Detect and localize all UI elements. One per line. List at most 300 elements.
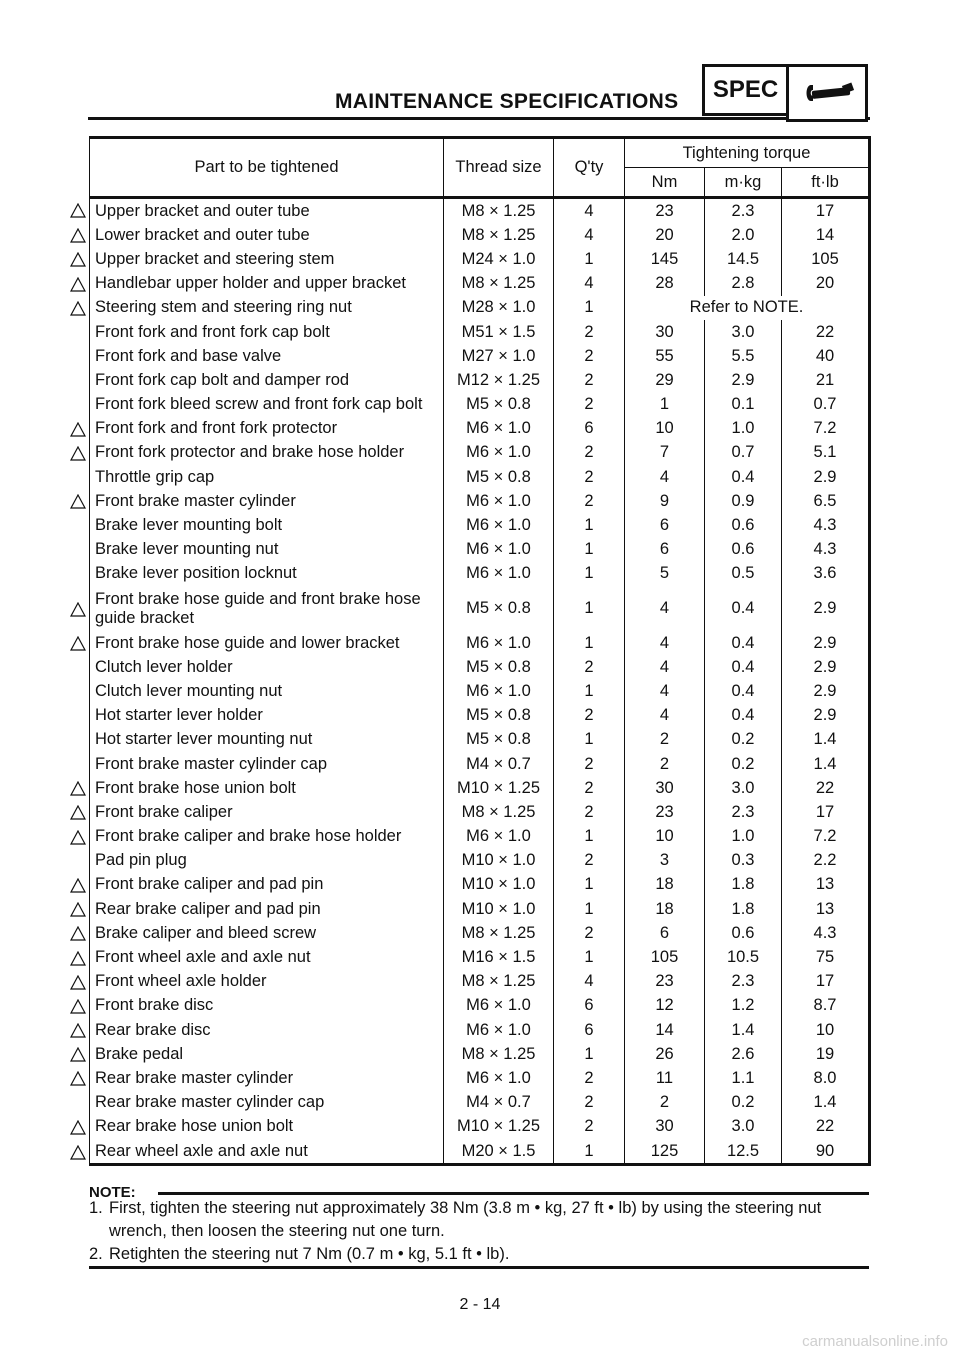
cell-mkg: 0.5 bbox=[705, 562, 782, 586]
cell-mkg: 3.0 bbox=[705, 1115, 782, 1139]
cell-ftlb: 4.3 bbox=[782, 921, 870, 945]
cell-thread-size: M8 × 1.25 bbox=[444, 800, 554, 824]
cell-thread-size: M4 × 0.7 bbox=[444, 752, 554, 776]
cell-nm: 28 bbox=[625, 272, 705, 296]
note-text: First, tighten the steering nut approximately 38 Nm (3.8 m • kg, 27 ft • lb) by using the steering nut bbox=[109, 1199, 822, 1217]
triangle-mark-icon bbox=[70, 781, 86, 796]
wrench-icon bbox=[803, 81, 855, 105]
triangle-mark-icon bbox=[70, 494, 86, 509]
table-row bbox=[90, 417, 870, 441]
cell-part: Front brake master cylinder cap bbox=[90, 752, 444, 776]
cell-part: Throttle grip cap bbox=[90, 465, 444, 489]
cell-part: Front wheel axle holder bbox=[90, 970, 444, 994]
note-text-cont: wrench, then loosen the steering nut one turn. bbox=[109, 1222, 445, 1240]
cell-nm: 30 bbox=[625, 776, 705, 800]
header-torque: Tightening torque bbox=[625, 138, 870, 168]
section-icon-box bbox=[786, 64, 868, 122]
cell-mkg: 0.4 bbox=[705, 586, 782, 631]
cell-mkg: 0.7 bbox=[705, 441, 782, 465]
cell-mkg: 10.5 bbox=[705, 945, 782, 969]
cell-qty: 2 bbox=[554, 800, 625, 824]
cell-ftlb: 40 bbox=[782, 344, 870, 368]
cell-part: Front wheel axle and axle nut bbox=[90, 945, 444, 969]
cell-nm: 30 bbox=[625, 320, 705, 344]
cell-part: Upper bracket and steering stem bbox=[90, 247, 444, 271]
cell-part: Front brake hose guide and lower bracket bbox=[90, 631, 444, 655]
cell-part: Rear brake hose union bolt bbox=[90, 1115, 444, 1139]
triangle-mark-icon bbox=[70, 805, 86, 820]
cell-mkg: 5.5 bbox=[705, 344, 782, 368]
table-row bbox=[90, 247, 870, 271]
table-row bbox=[90, 344, 870, 368]
table-row bbox=[90, 994, 870, 1018]
table-row bbox=[90, 921, 870, 945]
cell-nm: 10 bbox=[625, 825, 705, 849]
cell-thread-size: M6 × 1.0 bbox=[444, 489, 554, 513]
cell-qty: 4 bbox=[554, 223, 625, 247]
header-thread-size: Thread size bbox=[444, 138, 554, 198]
header-rule bbox=[88, 117, 870, 120]
cell-qty: 6 bbox=[554, 1018, 625, 1042]
cell-mkg: 0.2 bbox=[705, 752, 782, 776]
cell-ftlb: 8.0 bbox=[782, 1066, 870, 1090]
cell-mkg: 1.8 bbox=[705, 873, 782, 897]
cell-note: Refer to NOTE. bbox=[625, 296, 870, 320]
cell-thread-size: M6 × 1.0 bbox=[444, 513, 554, 537]
cell-part: Front brake caliper bbox=[90, 800, 444, 824]
table-row bbox=[90, 704, 870, 728]
triangle-mark-icon bbox=[70, 277, 86, 292]
cell-thread-size: M27 × 1.0 bbox=[444, 344, 554, 368]
cell-qty: 1 bbox=[554, 728, 625, 752]
triangle-mark-icon bbox=[70, 1071, 86, 1086]
table-row bbox=[90, 465, 870, 489]
cell-mkg: 0.4 bbox=[705, 704, 782, 728]
cell-part: Front fork and base valve bbox=[90, 344, 444, 368]
section-label: SPEC bbox=[712, 76, 779, 103]
table-row bbox=[90, 1139, 870, 1165]
cell-thread-size: M10 × 1.25 bbox=[444, 776, 554, 800]
cell-qty: 1 bbox=[554, 873, 625, 897]
cell-thread-size: M6 × 1.0 bbox=[444, 1018, 554, 1042]
cell-part: Front brake master cylinder bbox=[90, 489, 444, 513]
cell-qty: 2 bbox=[554, 1066, 625, 1090]
cell-part: Front fork and front fork cap bolt bbox=[90, 320, 444, 344]
note-number: 1. bbox=[89, 1199, 103, 1217]
watermark: carmanualsonline.info bbox=[802, 1333, 948, 1350]
cell-mkg: 12.5 bbox=[705, 1139, 782, 1165]
triangle-mark-icon bbox=[70, 878, 86, 893]
triangle-mark-icon bbox=[70, 422, 86, 437]
table-row bbox=[90, 296, 870, 320]
cell-mkg: 0.3 bbox=[705, 849, 782, 873]
section-label-box bbox=[702, 64, 789, 116]
cell-mkg: 2.9 bbox=[705, 368, 782, 392]
triangle-mark-icon bbox=[70, 999, 86, 1014]
cell-ftlb: 20 bbox=[782, 272, 870, 296]
cell-nm: 4 bbox=[625, 631, 705, 655]
cell-thread-size: M6 × 1.0 bbox=[444, 679, 554, 703]
table-row bbox=[90, 776, 870, 800]
table-row bbox=[90, 513, 870, 537]
cell-qty: 1 bbox=[554, 825, 625, 849]
torque-spec-table bbox=[89, 136, 871, 1166]
table-row bbox=[90, 849, 870, 873]
cell-ftlb: 14 bbox=[782, 223, 870, 247]
cell-thread-size: M8 × 1.25 bbox=[444, 272, 554, 296]
triangle-mark-icon bbox=[70, 1047, 86, 1062]
cell-ftlb: 2.2 bbox=[782, 849, 870, 873]
cell-part: Rear brake master cylinder cap bbox=[90, 1091, 444, 1115]
cell-mkg: 0.6 bbox=[705, 921, 782, 945]
table-row bbox=[90, 562, 870, 586]
cell-thread-size: M10 × 1.0 bbox=[444, 849, 554, 873]
cell-qty: 2 bbox=[554, 465, 625, 489]
cell-qty: 4 bbox=[554, 272, 625, 296]
cell-thread-size: M6 × 1.0 bbox=[444, 538, 554, 562]
cell-qty: 2 bbox=[554, 921, 625, 945]
cell-mkg: 1.4 bbox=[705, 1018, 782, 1042]
cell-qty: 2 bbox=[554, 489, 625, 513]
cell-part: Rear brake caliper and pad pin bbox=[90, 897, 444, 921]
cell-thread-size: M8 × 1.25 bbox=[444, 198, 554, 224]
triangle-mark-icon bbox=[70, 902, 86, 917]
cell-nm: 4 bbox=[625, 586, 705, 631]
table-row bbox=[90, 1091, 870, 1115]
table-row bbox=[90, 631, 870, 655]
triangle-mark-icon bbox=[70, 951, 86, 966]
table-row bbox=[90, 538, 870, 562]
cell-nm: 125 bbox=[625, 1139, 705, 1165]
cell-part: Pad pin plug bbox=[90, 849, 444, 873]
cell-mkg: 2.3 bbox=[705, 800, 782, 824]
cell-thread-size: M8 × 1.25 bbox=[444, 921, 554, 945]
cell-ftlb: 22 bbox=[782, 776, 870, 800]
cell-thread-size: M12 × 1.25 bbox=[444, 368, 554, 392]
cell-thread-size: M5 × 0.8 bbox=[444, 393, 554, 417]
triangle-mark-icon bbox=[70, 1023, 86, 1038]
cell-nm: 105 bbox=[625, 945, 705, 969]
cell-ftlb: 17 bbox=[782, 970, 870, 994]
cell-nm: 18 bbox=[625, 897, 705, 921]
cell-nm: 26 bbox=[625, 1042, 705, 1066]
cell-thread-size: M4 × 0.7 bbox=[444, 1091, 554, 1115]
cell-part: Front fork protector and brake hose holder bbox=[90, 441, 444, 465]
cell-ftlb: 2.9 bbox=[782, 465, 870, 489]
cell-ftlb: 4.3 bbox=[782, 538, 870, 562]
cell-mkg: 0.4 bbox=[705, 679, 782, 703]
triangle-mark-icon bbox=[70, 636, 86, 651]
cell-ftlb: 22 bbox=[782, 320, 870, 344]
cell-nm: 4 bbox=[625, 465, 705, 489]
cell-nm: 9 bbox=[625, 489, 705, 513]
cell-ftlb: 21 bbox=[782, 368, 870, 392]
cell-part: Hot starter lever mounting nut bbox=[90, 728, 444, 752]
table-row bbox=[90, 728, 870, 752]
cell-ftlb: 2.9 bbox=[782, 631, 870, 655]
cell-part: Rear brake master cylinder bbox=[90, 1066, 444, 1090]
header-qty: Q'ty bbox=[554, 138, 625, 198]
cell-part: Brake lever mounting bolt bbox=[90, 513, 444, 537]
cell-ftlb: 4.3 bbox=[782, 513, 870, 537]
cell-qty: 2 bbox=[554, 1115, 625, 1139]
cell-thread-size: M6 × 1.0 bbox=[444, 441, 554, 465]
cell-nm: 20 bbox=[625, 223, 705, 247]
cell-part: Rear brake disc bbox=[90, 1018, 444, 1042]
table-row bbox=[90, 368, 870, 392]
cell-nm: 23 bbox=[625, 970, 705, 994]
cell-nm: 4 bbox=[625, 704, 705, 728]
cell-mkg: 1.8 bbox=[705, 897, 782, 921]
cell-qty: 2 bbox=[554, 344, 625, 368]
cell-ftlb: 5.1 bbox=[782, 441, 870, 465]
cell-mkg: 0.2 bbox=[705, 728, 782, 752]
cell-mkg: 0.4 bbox=[705, 655, 782, 679]
cell-thread-size: M6 × 1.0 bbox=[444, 417, 554, 441]
cell-qty: 4 bbox=[554, 198, 625, 224]
table-row bbox=[90, 393, 870, 417]
table-row bbox=[90, 198, 870, 224]
cell-ftlb: 13 bbox=[782, 873, 870, 897]
cell-mkg: 2.3 bbox=[705, 198, 782, 224]
table-row bbox=[90, 655, 870, 679]
cell-ftlb: 1.4 bbox=[782, 752, 870, 776]
table-row bbox=[90, 1115, 870, 1139]
cell-part: Clutch lever mounting nut bbox=[90, 679, 444, 703]
triangle-mark-icon bbox=[70, 252, 86, 267]
cell-mkg: 0.2 bbox=[705, 1091, 782, 1115]
cell-mkg: 2.8 bbox=[705, 272, 782, 296]
note-rule bbox=[158, 1192, 869, 1195]
cell-part: Front brake caliper and pad pin bbox=[90, 873, 444, 897]
cell-mkg: 1.1 bbox=[705, 1066, 782, 1090]
header-part: Part to be tightened bbox=[90, 138, 444, 198]
cell-qty: 4 bbox=[554, 970, 625, 994]
cell-qty: 1 bbox=[554, 562, 625, 586]
cell-nm: 5 bbox=[625, 562, 705, 586]
cell-nm: 23 bbox=[625, 800, 705, 824]
cell-nm: 18 bbox=[625, 873, 705, 897]
note-label: NOTE: bbox=[89, 1184, 136, 1201]
cell-mkg: 3.0 bbox=[705, 320, 782, 344]
cell-nm: 4 bbox=[625, 679, 705, 703]
cell-part: Front brake disc bbox=[90, 994, 444, 1018]
cell-mkg: 0.4 bbox=[705, 631, 782, 655]
page-number: 2 - 14 bbox=[459, 1296, 501, 1313]
cell-mkg: 3.0 bbox=[705, 776, 782, 800]
cell-mkg: 1.0 bbox=[705, 825, 782, 849]
note-bottom-rule bbox=[89, 1266, 869, 1269]
cell-ftlb: 2.9 bbox=[782, 704, 870, 728]
cell-ftlb: 17 bbox=[782, 800, 870, 824]
note-number: 2. bbox=[89, 1245, 103, 1263]
table-row bbox=[90, 800, 870, 824]
cell-thread-size: M8 × 1.25 bbox=[444, 223, 554, 247]
cell-qty: 1 bbox=[554, 631, 625, 655]
cell-ftlb: 17 bbox=[782, 198, 870, 224]
cell-thread-size: M10 × 1.0 bbox=[444, 873, 554, 897]
cell-qty: 1 bbox=[554, 296, 625, 320]
cell-mkg: 2.3 bbox=[705, 970, 782, 994]
cell-part: Front fork bleed screw and front fork cap bolt bbox=[90, 393, 444, 417]
header-nm: Nm bbox=[625, 168, 705, 198]
cell-mkg: 0.4 bbox=[705, 465, 782, 489]
triangle-mark-icon bbox=[70, 830, 86, 845]
cell-mkg: 0.6 bbox=[705, 538, 782, 562]
cell-part: Front fork and front fork protector bbox=[90, 417, 444, 441]
triangle-mark-icon bbox=[70, 1145, 86, 1160]
cell-ftlb: 105 bbox=[782, 247, 870, 271]
cell-mkg: 2.0 bbox=[705, 223, 782, 247]
cell-thread-size: M8 × 1.25 bbox=[444, 1042, 554, 1066]
cell-mkg: 1.2 bbox=[705, 994, 782, 1018]
note-text: Retighten the steering nut 7 Nm (0.7 m • kg, 5.1 ft • lb). bbox=[109, 1245, 510, 1263]
triangle-mark-icon bbox=[70, 975, 86, 990]
cell-part: Clutch lever holder bbox=[90, 655, 444, 679]
cell-thread-size: M20 × 1.5 bbox=[444, 1139, 554, 1165]
cell-part: Lower bracket and outer tube bbox=[90, 223, 444, 247]
cell-part: Front brake hose union bolt bbox=[90, 776, 444, 800]
cell-thread-size: M10 × 1.25 bbox=[444, 1115, 554, 1139]
page-title: MAINTENANCE SPECIFICATIONS bbox=[335, 90, 679, 113]
triangle-mark-icon bbox=[70, 926, 86, 941]
cell-mkg: 0.6 bbox=[705, 513, 782, 537]
cell-ftlb: 2.9 bbox=[782, 655, 870, 679]
triangle-mark-icon bbox=[70, 301, 86, 316]
cell-nm: 10 bbox=[625, 417, 705, 441]
cell-part: Handlebar upper holder and upper bracket bbox=[90, 272, 444, 296]
cell-nm: 6 bbox=[625, 921, 705, 945]
cell-thread-size: M5 × 0.8 bbox=[444, 655, 554, 679]
cell-qty: 2 bbox=[554, 441, 625, 465]
cell-nm: 6 bbox=[625, 513, 705, 537]
triangle-mark-icon bbox=[70, 203, 86, 218]
cell-mkg: 1.0 bbox=[705, 417, 782, 441]
table-row bbox=[90, 945, 870, 969]
cell-nm: 3 bbox=[625, 849, 705, 873]
cell-ftlb: 3.6 bbox=[782, 562, 870, 586]
cell-ftlb: 1.4 bbox=[782, 728, 870, 752]
cell-qty: 2 bbox=[554, 849, 625, 873]
cell-ftlb: 2.9 bbox=[782, 586, 870, 631]
header-mkg: m·kg bbox=[705, 168, 782, 198]
cell-qty: 2 bbox=[554, 368, 625, 392]
cell-ftlb: 7.2 bbox=[782, 825, 870, 849]
cell-part: Hot starter lever holder bbox=[90, 704, 444, 728]
cell-ftlb: 8.7 bbox=[782, 994, 870, 1018]
cell-nm: 14 bbox=[625, 1018, 705, 1042]
cell-ftlb: 1.4 bbox=[782, 1091, 870, 1115]
cell-nm: 12 bbox=[625, 994, 705, 1018]
cell-thread-size: M6 × 1.0 bbox=[444, 825, 554, 849]
table-row bbox=[90, 752, 870, 776]
cell-nm: 2 bbox=[625, 728, 705, 752]
triangle-mark-icon bbox=[70, 602, 86, 617]
cell-nm: 23 bbox=[625, 198, 705, 224]
cell-thread-size: M24 × 1.0 bbox=[444, 247, 554, 271]
cell-ftlb: 6.5 bbox=[782, 489, 870, 513]
cell-nm: 55 bbox=[625, 344, 705, 368]
table-row bbox=[90, 897, 870, 921]
cell-part: Brake lever position locknut bbox=[90, 562, 444, 586]
triangle-mark-icon bbox=[70, 1120, 86, 1135]
cell-ftlb: 10 bbox=[782, 1018, 870, 1042]
cell-ftlb: 13 bbox=[782, 897, 870, 921]
cell-qty: 1 bbox=[554, 897, 625, 921]
table-row bbox=[90, 586, 870, 631]
note-item-2 bbox=[89, 1243, 874, 1266]
header-ftlb: ft·lb bbox=[782, 168, 870, 198]
cell-qty: 2 bbox=[554, 704, 625, 728]
cell-qty: 2 bbox=[554, 752, 625, 776]
cell-mkg: 14.5 bbox=[705, 247, 782, 271]
cell-nm: 1 bbox=[625, 393, 705, 417]
cell-thread-size: M5 × 0.8 bbox=[444, 728, 554, 752]
table-row bbox=[90, 272, 870, 296]
cell-qty: 1 bbox=[554, 247, 625, 271]
cell-qty: 2 bbox=[554, 1091, 625, 1115]
cell-thread-size: M8 × 1.25 bbox=[444, 970, 554, 994]
cell-ftlb: 90 bbox=[782, 1139, 870, 1165]
cell-nm: 145 bbox=[625, 247, 705, 271]
cell-part: Steering stem and steering ring nut bbox=[90, 296, 444, 320]
cell-part: Front fork cap bolt and damper rod bbox=[90, 368, 444, 392]
cell-ftlb: 22 bbox=[782, 1115, 870, 1139]
cell-qty: 6 bbox=[554, 994, 625, 1018]
cell-qty: 1 bbox=[554, 538, 625, 562]
cell-thread-size: M6 × 1.0 bbox=[444, 562, 554, 586]
table-row bbox=[90, 320, 870, 344]
cell-part: Brake pedal bbox=[90, 1042, 444, 1066]
cell-qty: 1 bbox=[554, 945, 625, 969]
cell-part: Upper bracket and outer tube bbox=[90, 198, 444, 224]
table-row bbox=[90, 1042, 870, 1066]
cell-ftlb: 7.2 bbox=[782, 417, 870, 441]
note-item-1 bbox=[89, 1197, 874, 1243]
cell-nm: 2 bbox=[625, 1091, 705, 1115]
cell-mkg: 2.6 bbox=[705, 1042, 782, 1066]
cell-qty: 1 bbox=[554, 1139, 625, 1165]
cell-thread-size: M28 × 1.0 bbox=[444, 296, 554, 320]
table-row bbox=[90, 489, 870, 513]
cell-ftlb: 19 bbox=[782, 1042, 870, 1066]
table-row bbox=[90, 679, 870, 703]
cell-thread-size: M5 × 0.8 bbox=[444, 586, 554, 631]
cell-thread-size: M10 × 1.0 bbox=[444, 897, 554, 921]
cell-qty: 6 bbox=[554, 417, 625, 441]
cell-qty: 2 bbox=[554, 320, 625, 344]
cell-qty: 2 bbox=[554, 655, 625, 679]
cell-part: Front brake hose guide and front brake hose guide bracket bbox=[90, 586, 444, 631]
cell-thread-size: M5 × 0.8 bbox=[444, 465, 554, 489]
cell-nm: 30 bbox=[625, 1115, 705, 1139]
cell-nm: 7 bbox=[625, 441, 705, 465]
cell-nm: 6 bbox=[625, 538, 705, 562]
cell-qty: 1 bbox=[554, 513, 625, 537]
triangle-mark-icon bbox=[70, 228, 86, 243]
cell-nm: 11 bbox=[625, 1066, 705, 1090]
cell-part: Brake lever mounting nut bbox=[90, 538, 444, 562]
cell-nm: 29 bbox=[625, 368, 705, 392]
cell-thread-size: M5 × 0.8 bbox=[444, 704, 554, 728]
cell-qty: 1 bbox=[554, 586, 625, 631]
table-row bbox=[90, 825, 870, 849]
cell-qty: 1 bbox=[554, 679, 625, 703]
table-row bbox=[90, 970, 870, 994]
cell-part: Brake caliper and bleed screw bbox=[90, 921, 444, 945]
cell-qty: 1 bbox=[554, 1042, 625, 1066]
table-row bbox=[90, 223, 870, 247]
